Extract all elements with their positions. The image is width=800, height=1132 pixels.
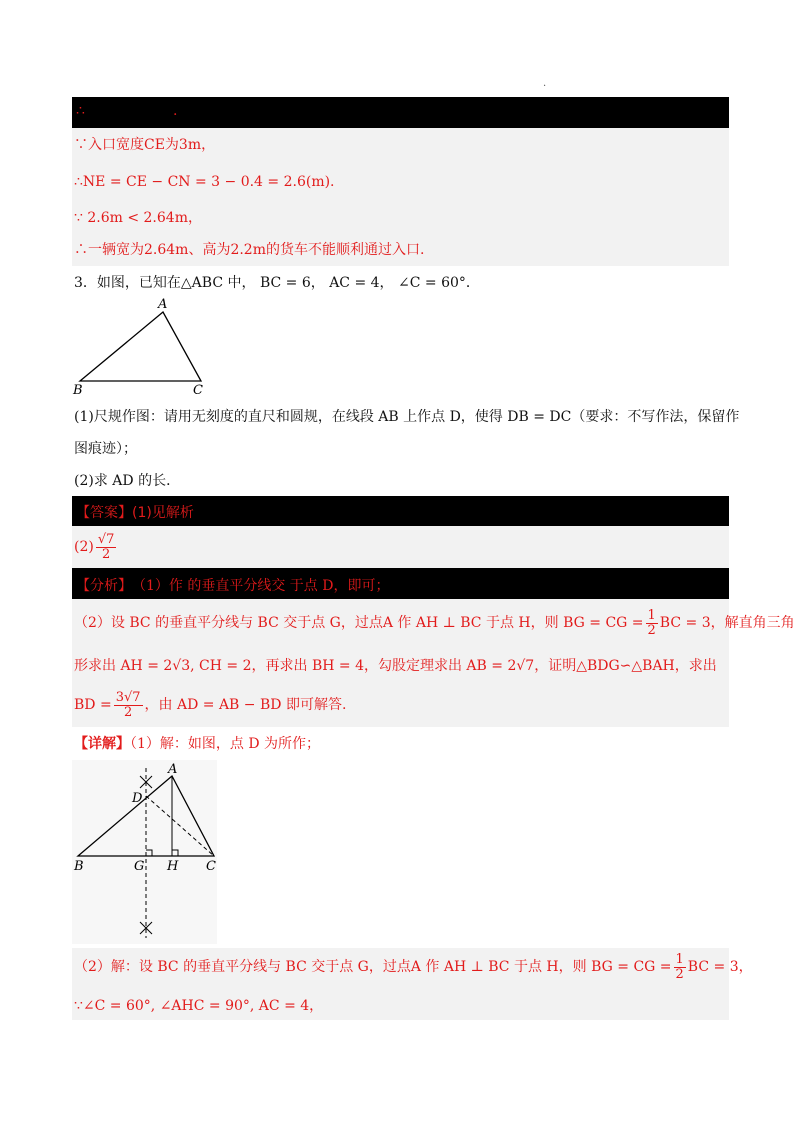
analysis-l4-frac-num: 3√7	[115, 689, 141, 705]
label-d: D	[132, 791, 143, 806]
question-stem: 3．如图，已知在△ABC 中， BC = 6， AC = 4， ∠C = 60°．	[74, 275, 480, 291]
question-part2: (2)求 AD 的长．	[74, 473, 181, 489]
detail-l2-frac-den: 2	[675, 966, 684, 982]
label-c-2: C	[206, 859, 216, 874]
analysis-l2b: BC = 3，解直角三角	[659, 615, 795, 631]
header-bar-dot: .	[173, 103, 178, 119]
analysis-l2a: （2）设 BC 的垂直平分线与 BC 交于点 G，过点A 作 AH ⊥ BC 于点 H，则 BG = CG =	[74, 615, 644, 631]
construction-figure	[72, 760, 217, 944]
answer-frac-den: 2	[101, 546, 111, 562]
label-g: G	[134, 859, 145, 874]
analysis-l4a: BD =	[74, 697, 112, 713]
answer-band	[72, 526, 729, 568]
analysis-l2-frac-num: 1	[647, 607, 656, 623]
triangle-figure-1	[70, 296, 220, 400]
analysis-bar	[72, 568, 729, 599]
analysis-line-2	[74, 608, 795, 638]
analysis-l2-frac-den: 2	[647, 622, 656, 638]
detail-l2-frac-num: 1	[675, 951, 684, 967]
analysis-line-3: 形求出 AH = 2√3, CH = 2，再求出 BH = 4，勾股定理求出 AB = 2√7，证明△BDG∽△BAH，求出	[74, 658, 717, 674]
label-a-2: A	[168, 762, 178, 777]
right-angle-h	[172, 850, 178, 856]
triangle-abc	[80, 312, 201, 381]
solution-line-4: ∴一辆宽为2.64m、高为2.2m的货车不能顺利通过入口.	[74, 242, 425, 258]
header-bar-glyph: ∴	[76, 103, 85, 119]
label-b-2: B	[74, 859, 84, 874]
analysis-l4-frac-den: 2	[123, 704, 133, 720]
analysis-line-1: （1）作 的垂直平分线交 于点 D，即可；	[132, 578, 390, 594]
analysis-label: 【分析】	[76, 578, 132, 594]
detail-label: 【详解】	[74, 736, 130, 752]
answer-frac-num: √7	[97, 531, 115, 547]
solution-line-2: ∴NE = CE − CN = 3 − 0.4 = 2.6(m).	[74, 174, 335, 190]
answer-part2	[74, 530, 118, 564]
label-h: H	[167, 859, 179, 874]
question-part1-a: (1)尺规作图：请用无刻度的直尺和圆规，在线段 AB 上作点 D，使得 DB = DC（要求：不写作法，保留作	[74, 409, 740, 425]
solution-line-1: ∵入口宽度CE为3m，	[74, 137, 216, 153]
question-part1-b: 图痕迹）；	[74, 441, 137, 457]
segment-dc	[146, 796, 214, 856]
analysis-l4b: ，由 AD = AB − BD 即可解答.	[144, 697, 347, 713]
label-a: A	[158, 297, 168, 312]
analysis-line-4	[74, 688, 346, 722]
triangle-abc-2	[78, 776, 214, 856]
detail-l2a: （2）解：设 BC 的垂直平分线与 BC 交于点 G，过点A 作 AH ⊥ BC 于点 H，则 BG = CG =	[74, 959, 672, 975]
detail-line-3: ∵∠C = 60°, ∠AHC = 90°, AC = 4，	[74, 998, 324, 1014]
detail-line-1	[74, 734, 320, 754]
answer-bar	[72, 496, 729, 526]
label-b: B	[73, 383, 83, 398]
detail-l2b: BC = 3，	[687, 959, 753, 975]
solution-line-3: ∵ 2.6m < 2.64m，	[74, 210, 202, 226]
label-c: C	[193, 383, 203, 398]
answer-label: 【答案】(1)见解析	[76, 505, 194, 521]
answer-part2-prefix: (2)	[74, 539, 94, 555]
header-bar	[72, 97, 729, 128]
right-angle-g	[146, 850, 152, 856]
page-mark: .	[543, 78, 547, 89]
detail-l1: （1）解：如图，点 D 为所作；	[130, 736, 321, 752]
detail-line-2	[74, 952, 753, 982]
